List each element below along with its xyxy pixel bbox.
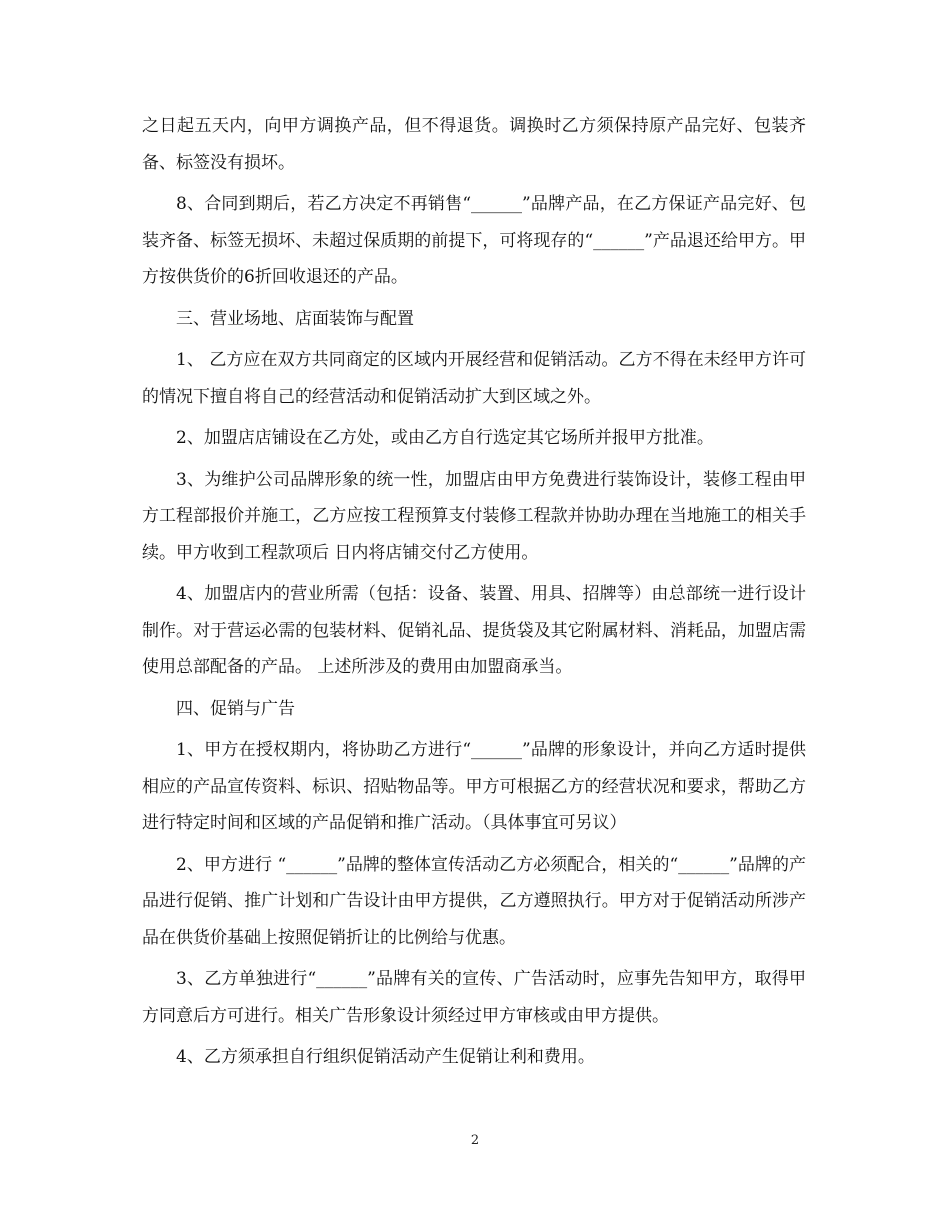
document-body bbox=[142, 108, 806, 1081]
paragraph-continuation: 之日起五天内，向甲方调换产品，但不得退货。调换时乙方须保持原产品完好、包装齐备、标签没有损坏。 bbox=[142, 116, 806, 173]
section-heading-3: 三、营业场地、店面装饰与配置 bbox=[176, 308, 414, 329]
paragraph-section3-clause-4: 4、加盟店内的营业所需（包括：设备、装置、用具、招牌等）由总部统一进行设计制作。对于营运必需的包装材料、促销礼品、提货袋及其它附属材料、消耗品，加盟店需使用总部配备的产品。 上述所涉及的费用由加盟商承当。 bbox=[142, 584, 806, 677]
paragraph-section4-clause-2: 2、甲方进行 “______”品牌的整体宣传活动乙方必须配合，相关的“______”品牌的产品进行促销、推广计划和广告设计由甲方提供，乙方遵照执行。甲方对于促销活动所涉产品在供货价基础上按照促销折让的比例给与优惠。 bbox=[142, 854, 806, 948]
paragraph-section4-clause-1: 1、甲方在授权期内，将协助乙方进行“______”品牌的形象设计，并向乙方适时提供相应的产品宣传资料、标识、招贴物品等。甲方可根据乙方的经营状况和要求，帮助乙方进行特定时间和区域的产品促销和推广活动。（具体事宜可另议） bbox=[142, 740, 806, 833]
paragraph-section3-clause-2: 2、加盟店店铺设在乙方处，或由乙方自行选定其它场所并报甲方批准。 bbox=[176, 428, 714, 448]
section-heading-4: 四、促销与广告 bbox=[176, 698, 295, 719]
paragraph-section3-clause-1: 1、 乙方应在双方共同商定的区域内开展经营和促销活动。乙方不得在未经甲方许可的情况下擅自将自己的经营活动和促销活动扩大到区域之外。 bbox=[142, 350, 806, 407]
paragraph-clause-8: 8、合同到期后，若乙方决定不再销售“______”品牌产品，在乙方保证产品完好、包装齐备、标签无损坏、未超过保质期的前提下，可将现存的“______”产品退还给甲方。甲方按供货价的6折回收退还的产品。 bbox=[142, 194, 806, 287]
paragraph-section4-clause-3: 3、乙方单独进行“______”品牌有关的宣传、广告活动时，应事先告知甲方，取得甲方同意后方可进行。相关广告形象设计须经过甲方审核或由甲方提供。 bbox=[142, 969, 806, 1026]
paragraph-section3-clause-3: 3、为维护公司品牌形象的统一性，加盟店由甲方免费进行装饰设计，装修工程由甲方工程部报价并施工，乙方应按工程预算支付装修工程款并协助办理在当地施工的相关手续。甲方收到工程款项后 日内将店铺交付乙方使用。 bbox=[142, 469, 806, 563]
paragraph-section4-clause-4: 4、乙方须承担自行组织促销活动产生促销让利和费用。 bbox=[176, 1047, 595, 1067]
page-number: 2 bbox=[470, 1133, 480, 1148]
